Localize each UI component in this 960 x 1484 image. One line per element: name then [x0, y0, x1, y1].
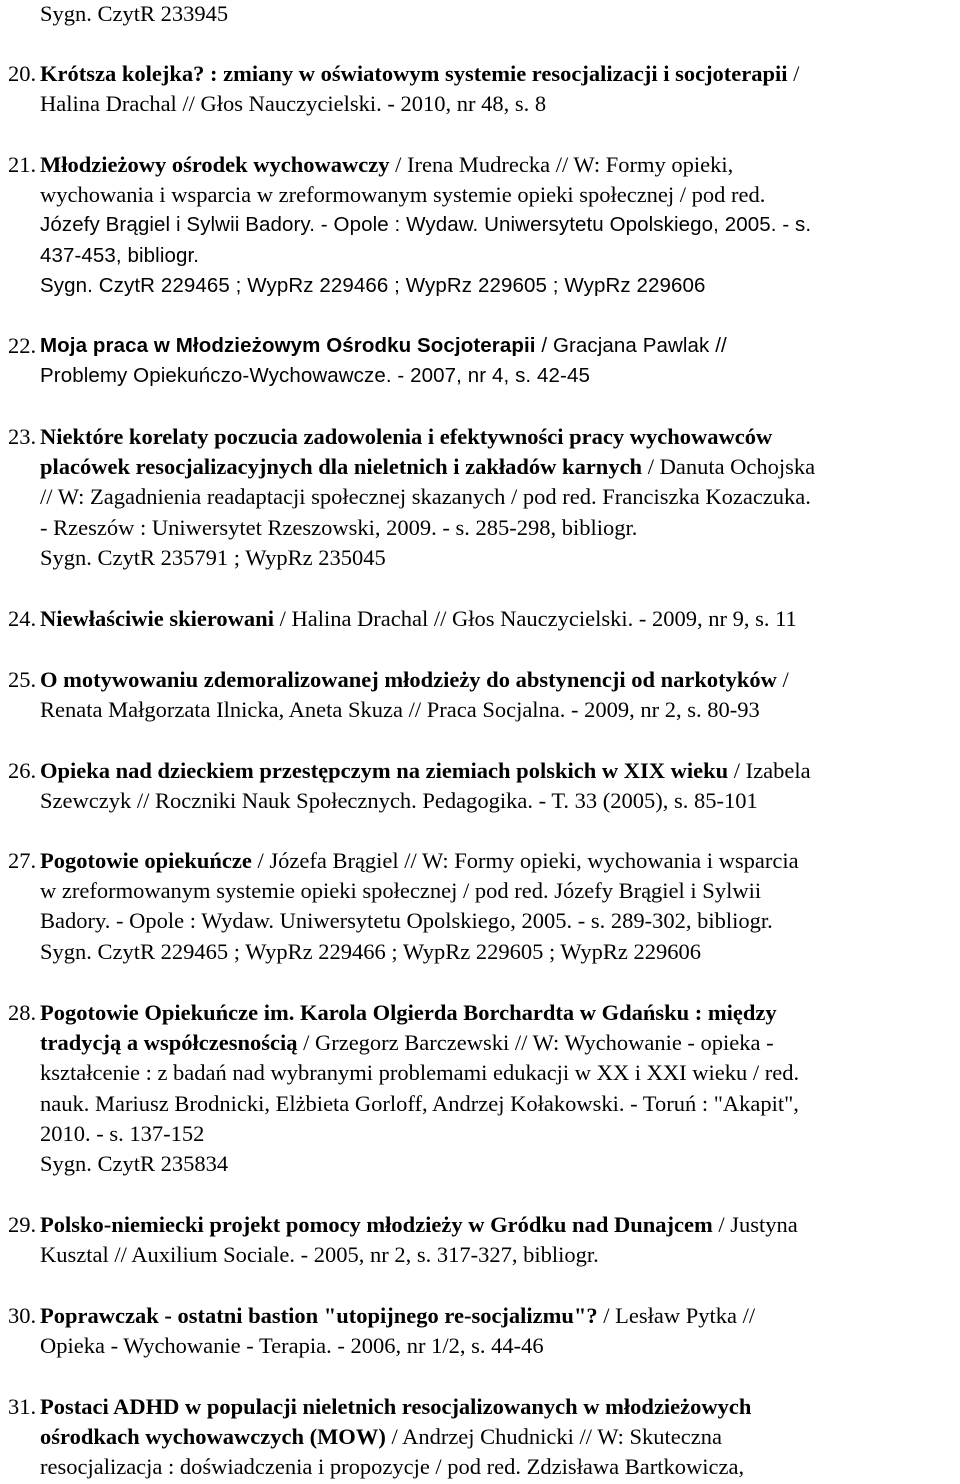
entry-details: Sygn. CzytR 229465 ; WypRz 229466 ; WypRz 229605 ; WypRz 229606	[40, 938, 701, 964]
entry-details: / Justyna	[712, 1212, 798, 1237]
entry-details: 2010. - s. 137-152	[40, 1120, 205, 1146]
entry-line	[40, 1058, 799, 1088]
entry-details: /	[787, 61, 800, 86]
entry-line	[40, 937, 799, 967]
entry-line	[40, 786, 811, 816]
entry-lines	[40, 604, 797, 634]
entry-details: /	[776, 667, 789, 692]
entry-line	[40, 452, 815, 482]
entry-details: Józefy Brągiel i Sylwii Badory. - Opole : Wydaw. Uniwersytetu Opolskiego, 2005. - s.	[40, 213, 812, 237]
entry-details: / Danuta Ochojska	[642, 454, 816, 480]
entry-line	[40, 695, 789, 725]
entry-line	[40, 1210, 798, 1240]
entry-details: / Irena Mudrecka // W: Formy opieki,	[389, 152, 734, 177]
entry-details: / Grzegorz Barczewski // W: Wychowanie - opieka -	[297, 1030, 774, 1056]
entry-title: Opieka nad dzieckiem przestępczym na ziemiach polskich w XIX wieku	[40, 758, 729, 783]
entry-line	[40, 876, 799, 906]
entry-lines	[40, 0, 228, 29]
entry-line	[40, 331, 727, 361]
entry-details: Problemy Opiekuńczo-Wychowawcze. - 2007, nr 4, s. 42-45	[40, 364, 590, 388]
entry-title: Pogotowie Opiekuńcze im. Karola Olgierda Borchardta w Gdańsku : między	[40, 1000, 777, 1025]
entry-lines	[40, 1392, 751, 1483]
entry-lines	[40, 331, 727, 391]
entry-number: 22.	[8, 333, 37, 358]
entry-line	[40, 1149, 799, 1179]
entry-details: / Andrzej Chudnicki // W: Skuteczna	[385, 1424, 722, 1450]
entry-line	[40, 1240, 798, 1270]
entry-title: Poprawczak - ostatni bastion "utopijnego re-socjalizmu"?	[40, 1303, 598, 1328]
entry-line	[40, 271, 811, 301]
entry-lines	[40, 665, 789, 725]
entry-details: w zreformowanym systemie opieki społecznej / pod red. Józefy Brągiel i Sylwii	[40, 878, 762, 904]
entry-line	[40, 604, 797, 634]
entry-line	[40, 1452, 751, 1482]
entry-line	[40, 1331, 755, 1361]
entry-details: / Józefa Brągiel // W: Formy opieki, wychowania i wsparcia	[251, 848, 799, 873]
entry-lines	[40, 998, 799, 1179]
entry-number: 24.	[8, 606, 37, 631]
entry-details: / Gracjana Pawlak //	[535, 334, 727, 357]
entry-number: 20.	[8, 61, 37, 86]
entry-number: 31.	[8, 1394, 37, 1419]
entry-number: 28.	[8, 1000, 37, 1025]
entry-details: Halina Drachal // Głos Nauczycielski. - 2010, nr 48, s. 8	[40, 91, 547, 117]
entry-line	[40, 150, 811, 180]
entry-line	[40, 906, 799, 936]
entry-details: Sygn. CzytR 235791 ; WypRz 235045	[40, 544, 386, 570]
entry-lines	[40, 1301, 755, 1361]
entry-details: / Halina Drachal // Głos Nauczycielski. - 2009, nr 9, s. 11	[273, 606, 797, 631]
entry-line	[40, 1028, 799, 1058]
entry-line	[40, 59, 799, 89]
entry-details: Szewczyk // Roczniki Nauk Społecznych. Pedagogika. - T. 33 (2005), s. 85-101	[40, 788, 758, 814]
entry-line	[40, 543, 815, 573]
entry-title: O motywowaniu zdemoralizowanej młodzieży do abstynencji od narkotyków	[40, 667, 777, 692]
entry-details: // W: Zagadnienia readaptacji społecznej skazanych / pod red. Franciszka Kozaczuka.	[40, 484, 811, 510]
entry-details: Renata Małgorzata Ilnicka, Aneta Skuza // Praca Socjalna. - 2009, nr 2, s. 80-93	[40, 697, 760, 723]
entry-details: nauk. Mariusz Brodnicki, Elżbieta Gorloff, Andrzej Kołakowski. - Toruń : "Akapit",	[40, 1090, 799, 1116]
entry-line	[40, 513, 815, 543]
entry-line	[40, 241, 811, 271]
entry-title: Niewłaściwie skierowani	[40, 606, 274, 631]
entry-details: Sygn. CzytR 235834	[40, 1151, 229, 1177]
entry-line	[40, 1119, 799, 1149]
entry-title: tradycją a współczesnością	[40, 1030, 298, 1056]
entry-number: 27.	[8, 848, 37, 873]
entry-details: Opieka - Wychowanie - Terapia. - 2006, nr 1/2, s. 44-46	[40, 1333, 544, 1359]
entry-line	[40, 210, 811, 240]
entry-title: Krótsza kolejka? : zmiany w oświatowym systemie resocjalizacji i socjoterapii	[40, 61, 788, 86]
entry-lines	[40, 59, 799, 119]
entry-details: kształcenie : z badań nad wybranymi problemami edukacji w XX i XXI wieku / red.	[40, 1060, 800, 1086]
entry-details: resocjalizacja : doświadczenia i propozycje / pod red. Zdzisława Bartkowicza,	[40, 1454, 745, 1480]
entry-line	[40, 846, 799, 876]
entry-details: wychowania i wsparcia w zreformowanym systemie opieki społecznej / pod red.	[40, 182, 766, 208]
entry-line	[40, 665, 789, 695]
entry-number: 23.	[8, 424, 37, 449]
entry-title: Polsko-niemiecki projekt pomocy młodzieży w Gródku nad Dunajcem	[40, 1212, 713, 1237]
entry-line	[40, 756, 811, 786]
entry-title: Niektóre korelaty poczucia zadowolenia i efektywności pracy wychowawców	[40, 424, 773, 449]
entry-line	[40, 361, 727, 391]
entry-title: placówek resocjalizacyjnych dla nieletnich i zakładów karnych	[40, 454, 643, 480]
entry-title: Pogotowie opiekuńcze	[40, 848, 252, 873]
entry-details: / Izabela	[728, 758, 811, 783]
entry-line	[40, 89, 799, 119]
entry-number: 29.	[8, 1212, 37, 1237]
entry-number: 21.	[8, 152, 37, 177]
entry-lines	[40, 422, 815, 573]
entry-line	[40, 998, 799, 1028]
entry-title: Moja praca w Młodzieżowym Ośrodku Socjoterapii	[40, 334, 536, 357]
entry-number: 30.	[8, 1303, 37, 1328]
entry-lines	[40, 846, 799, 967]
entry-line	[40, 1089, 799, 1119]
entry-title: Postaci ADHD w populacji nieletnich resocjalizowanych w młodzieżowych	[40, 1394, 752, 1419]
entry-lines	[40, 756, 811, 816]
entry-details: Kusztal // Auxilium Sociale. - 2005, nr 2, s. 317-327, bibliogr.	[40, 1242, 599, 1268]
entry-line	[40, 422, 815, 452]
entry-line	[40, 1392, 751, 1422]
entry-line: Sygn. CzytR 233945	[40, 1, 229, 26]
entry-details: 437-453, bibliogr.	[40, 243, 200, 267]
entry-line	[40, 482, 815, 512]
entry-details: / Lesław Pytka //	[597, 1303, 756, 1328]
entry-lines	[40, 1210, 798, 1270]
entry-line	[40, 1301, 755, 1331]
entry-title: ośrodkach wychowawczych (MOW)	[40, 1424, 386, 1450]
entry-details: Sygn. CzytR 229465 ; WypRz 229466 ; WypRz 229605 ; WypRz 229606	[40, 273, 706, 297]
entry-line	[40, 180, 811, 210]
entry-number: 25.	[8, 667, 37, 692]
entry-line	[40, 1422, 751, 1452]
entry-number: 26.	[8, 758, 37, 783]
entry-title: Młodzieżowy ośrodek wychowawczy	[40, 152, 390, 177]
entry-details: Badory. - Opole : Wydaw. Uniwersytetu Opolskiego, 2005. - s. 289-302, bibliogr.	[40, 908, 773, 934]
entry-lines	[40, 150, 811, 301]
entry-details: - Rzeszów : Uniwersytet Rzeszowski, 2009. - s. 285-298, bibliogr.	[40, 514, 638, 540]
